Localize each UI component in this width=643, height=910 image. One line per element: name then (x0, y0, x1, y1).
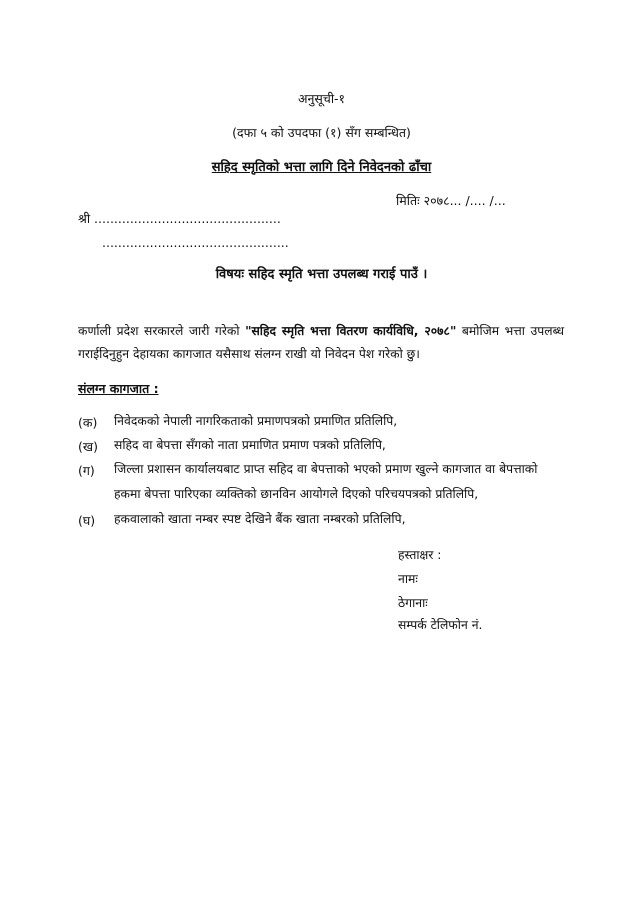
procedure-name: "सहिद स्मृति भत्ता वितरण कार्यविधि, २०७८" (245, 324, 457, 338)
item-marker: (क) (78, 415, 98, 430)
name-label: नामः (398, 572, 418, 586)
phone-label: सम्पर्क टेलिफोन नं. (398, 618, 483, 632)
item-text: हकवालाको खाता नम्बर स्पष्ट देखिने बैंक खाता नम्बरको प्रतिलिपि, (114, 512, 406, 526)
signature-label: हस्ताक्षर : (398, 548, 442, 562)
addressee-line-1: श्री ............................................... (78, 211, 281, 226)
item-marker: (ख) (78, 439, 98, 454)
attachments-title: संलग्न कागजात : (78, 381, 159, 396)
schedule-label: अनुसूची-१ (297, 91, 346, 106)
form-title: सहिद स्मृतिको भत्ता लागि दिने निवेदनको ढाँचा (211, 160, 432, 175)
reference-line: (दफा ५ को उपदफा (१) सँग सम्बन्धित) (232, 125, 411, 140)
subject-line: विषयः सहिद स्मृति भत्ता उपलब्ध गराई पाउँ । (215, 267, 428, 282)
item-text: सहिद वा बेपत्ता सँगको नाता प्रमाणित प्रमाण पत्रको प्रतिलिपि, (114, 438, 386, 452)
body-text-2: बमोजिम भत्ता उपलब्ध गराईदिनुहुन देहायका कागजात यसैसाथ संलग्न राखी यो निवेदन पेश गरेको छु। (78, 324, 564, 361)
date-line: मितिः २०७८... /.... /... (396, 193, 506, 208)
item-marker: (ग) (78, 463, 95, 478)
address-label: ठेगानाः (398, 596, 428, 610)
item-text: निवेदकको नेपाली नागरिकताको प्रमाणपत्रको प्रमाणित प्रतिलिपि, (114, 414, 398, 428)
body-text-1: कर्णाली प्रदेश सरकारले जारी गरेको (78, 324, 246, 338)
item-marker: (घ) (78, 513, 96, 528)
body-paragraph (78, 320, 564, 366)
addressee-line-2: ............................................... (102, 235, 289, 250)
item-text: जिल्ला प्रशासन कार्यालयबाट प्राप्त सहिद वा बेपत्ताको भएको प्रमाण खुल्ने कागजात वा बेपत्ताको हकमा बेपत्ता पारिएका व्यक्तिको छानविन आयोगले दिएको परिचयपत्रको प्रतिलिपि, (114, 462, 538, 501)
